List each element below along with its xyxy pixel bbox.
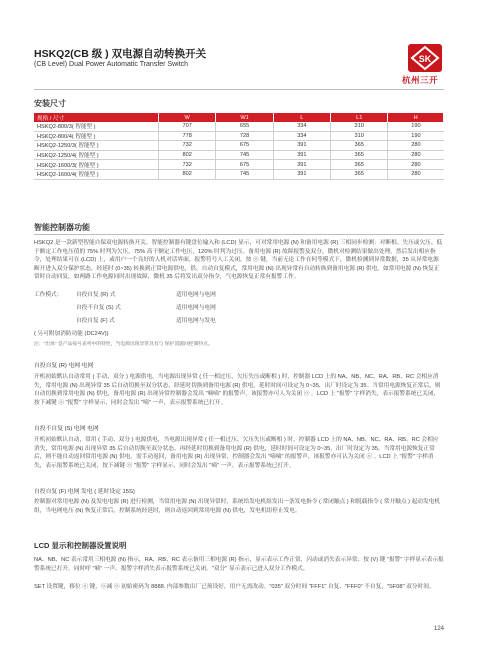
dimension-cell: 802 <box>159 150 216 160</box>
mode-r-text: 开机初始默认自动常用 ( 手动、双分 ) 电源供电，当电源出现异常 ( 任一相过压、欠压失压或断相 ) 时，控制器 LCD 上的 NA、NB、NC、RA、RB、RC 会相应消失，常用电源 (N) 出现异常 35 后自动切换至双分状态，经延时切换到备用电源 (R) 供电，延时时间可设定为 0~35，出厂时设定为 35。当常用电源恢复正常后，则自动切换到常用电源 (N) 供电，备用电源 (R) 出现异常控制器会发出 "嘀嘀" 的报警声，该报警亦可人为关闭 ⓞ 。LCD 上 "报警" 字样消失，表示报警系统已关闭，按下减键 ⓞ "报警" 字样显示，同时会发出 "嘀" 一声，表示报警系统已打开。 <box>34 374 441 406</box>
dimension-cell: 732 <box>159 141 216 151</box>
page-number: 124 <box>433 626 444 632</box>
dimension-cell: 365 <box>331 150 388 160</box>
dimension-cell: 190 <box>388 122 444 131</box>
mode-row <box>34 302 216 311</box>
header-divider <box>34 89 444 90</box>
lcd-heading: LCD 显示和控制器设置说明 <box>34 541 127 550</box>
modes-label: 工作模式： <box>34 292 63 298</box>
dimension-cell: 675 <box>216 141 273 151</box>
fire-function-note: ( 另可附加消防功能 (DC24V)) <box>34 331 109 337</box>
model-cell: HSKQ2-800/4( 智能型 ) <box>34 131 159 141</box>
controller-heading: 智能控制器功能 <box>34 223 90 232</box>
model-cell: HSKQ2-1600/4( 智能型 ) <box>34 169 159 179</box>
dimension-cell: 334 <box>273 122 330 131</box>
dimension-cell: 280 <box>388 141 444 151</box>
dimension-cell: 365 <box>331 169 388 179</box>
dimension-cell: 728 <box>216 131 273 141</box>
column-header: L1 <box>331 113 388 122</box>
dimension-cell: 310 <box>331 131 388 141</box>
brand-logo <box>408 44 442 72</box>
mode-r-label: 自投自复 (R) 电网 电网 <box>34 363 94 369</box>
mode-desc: 适用电网与发电 <box>176 318 216 324</box>
page-subtitle: (CB Level) Dual Power Automatic Transfer Switch <box>34 61 189 68</box>
dimension-cell: 365 <box>331 141 388 151</box>
column-header: W1 <box>216 113 273 122</box>
mode-row <box>34 315 216 324</box>
mode-name: 自投自复 (R) 式 <box>76 292 116 298</box>
dimension-cell: 391 <box>273 169 330 179</box>
controller-intro: HSKQ2 是一款新型智能自保双电源转换开关。智能控制器有键盘位输入和 (LCD) 显示，可对常用电源 (N) 和备用电源 (R) 三相同步检测：对断相、失压或欠压、低于额定工作电压值的 75% 时判为欠压，75% 高于额定工作电压，120% 时判为过压。备用电源 (R) 故障报警及双分，微机对检测结果做出处理，然后发出相应指令，处理结果可在 (LCD) 上，或用户一个良好的人机对话界面，报警符号人工关闭，按 ⓞ 键，当前无论工作在何等模式下，微机检测到异常数据，35 从异常电源断开进入双分保护状态，经延时 (0~35) 转换到正常电源供电，供，自动自复模式，常用电源 (N) 出现异常有自动转换到备用电源 (R) 供电，如常用电源 (N) 恢复正常时自动回复，如两路工作电源同时出现故障，微机 35 后将发出双分指令，气电源恢复正常有报警工作。 <box>34 240 443 281</box>
column-header: L <box>273 113 330 122</box>
mode-row <box>34 289 216 298</box>
dimension-cell: 391 <box>273 141 330 151</box>
dimension-cell: 365 <box>331 160 388 170</box>
table-row <box>34 160 444 170</box>
table-row <box>34 122 444 131</box>
mode-f-label: 自投自复 (F) 电网 发电 ( 延时设定 15S) <box>34 489 135 495</box>
table-row <box>34 131 444 141</box>
column-header: 规格 / 尺寸 <box>34 113 159 122</box>
dimension-cell: 745 <box>216 150 273 160</box>
dimension-cell: 190 <box>388 131 444 141</box>
mode-desc: 适用电网与电网 <box>176 305 216 311</box>
mode-s-text: 开机初始默认自动，常用 ( 手动、双分 ) 电源供电，当电源出现异常 ( 任一相过压、欠压失压或断相 ) 时，控制器 LCD 上的 NA、NB、NC、RA、RB、RC 会相应消失，常用电源 (N) 出现异常 35 后自动切换至双分状态，再经延时切换到备用电源 (R) 供电，延时时间可设定为 0~35，出厂时设定为 35。当常用电源恢复正常后，则不能自动返回常用电源 (N) 供电，需手动返回，备用电源 (R) 出现异常，控制器会发出 "嘀嘀" 的报警声，该报警亦可认为关闭 ⓞ 。LCD 上 "报警" 字样消失，表示报警系统已关闭，按下减键 ⓞ "报警" 字样显示，同时会发出 "嘀" 一声，表示报警系统已打开。 <box>34 437 439 469</box>
dimension-cell: 707 <box>159 122 216 131</box>
table-row <box>34 150 444 160</box>
svg-text:SK: SK <box>418 54 432 64</box>
page-title: HSKQ2(CB 级 ) 双电源自动转换开关 <box>34 48 207 60</box>
table-row <box>34 169 444 179</box>
column-header: H <box>388 113 444 122</box>
column-header: W <box>159 113 216 122</box>
model-cell: HSKQ2-1250/4( 智能型 ) <box>34 150 159 160</box>
lcd-paragraph-2: SET 设置键，移位 ⓞ 键，ⓞ减 ⓞ 初始密码为 8888. 内部参数出厂已预设好，用户无需改动。"035" 双分时间 "FFF1" 自复、"FFF0" 不自复，"SF08" 双分时间。 <box>34 584 435 590</box>
table-row <box>34 141 444 151</box>
dimension-cell: 280 <box>388 169 444 179</box>
model-cell: HSKQ2-1600/3( 智能型 ) <box>34 160 159 170</box>
dimension-cell: 310 <box>331 122 388 131</box>
brand-name: 杭州三开 <box>402 75 439 85</box>
model-cell: HSKQ2-800/3( 智能型 ) <box>34 122 159 131</box>
dimension-cell: 778 <box>159 131 216 141</box>
lcd-paragraph-1: NA、NB、NC 表示常用三相电源 (N) 指示，RA、RB、RC 表示备用三相电源 (R) 指示，显示表示工作正常，闪动或消失表示异常；按 (V) 键 "报警" 字样显示表示报警系统已打开，同时呼 "嘀" 一声。报警字样消失表示报警系统已关闭。"双分" 显示表示已进入双分工作模式。 <box>34 557 444 572</box>
model-cell: HSKQ2-1250/3( 智能型 ) <box>34 141 159 151</box>
mode-name: 自投不自复 (S) 式 <box>76 305 121 311</box>
dimension-cell: 391 <box>273 150 330 160</box>
dimension-cell: 675 <box>216 160 273 170</box>
dimension-table <box>34 113 444 180</box>
dimension-cell: 732 <box>159 160 216 170</box>
dimension-cell: 391 <box>273 160 330 170</box>
mode-f-text: 控制器对常用电源 (N) 及发电电源 (R) 进行检测，当常用电源 (N) 出现异常时，系统给发电机组发出一条发电指令 ( 常闭触点 ) 和脱载指令 ( 常开触点 ) 起动发电机组，当电网电压 (N) 恢复正常后，控制系统经延时，则自动返回到常用电源 (N) 供电，发电机组停止发电。 <box>34 499 441 514</box>
dimension-cell: 655 <box>216 122 273 131</box>
mode-s-label: 自投不自复 (S) 电网 电网 <box>34 426 99 432</box>
mode-desc: 适用电网与电网 <box>176 292 216 298</box>
install-heading: 安装尺寸 <box>34 99 66 108</box>
table-header-row <box>34 113 444 122</box>
dimension-cell: 334 <box>273 131 330 141</box>
dimension-cell: 745 <box>216 169 273 179</box>
footnote: 注："出体" 是产品按号表列中的特性，当电源出现异常具有与 保护消题回控制特点。 <box>34 342 213 347</box>
dimension-cell: 280 <box>388 160 444 170</box>
mode-name: 自投自复 (F) 式 <box>76 318 115 324</box>
section-divider <box>34 234 444 235</box>
dimension-cell: 280 <box>388 150 444 160</box>
dimension-cell: 802 <box>159 169 216 179</box>
